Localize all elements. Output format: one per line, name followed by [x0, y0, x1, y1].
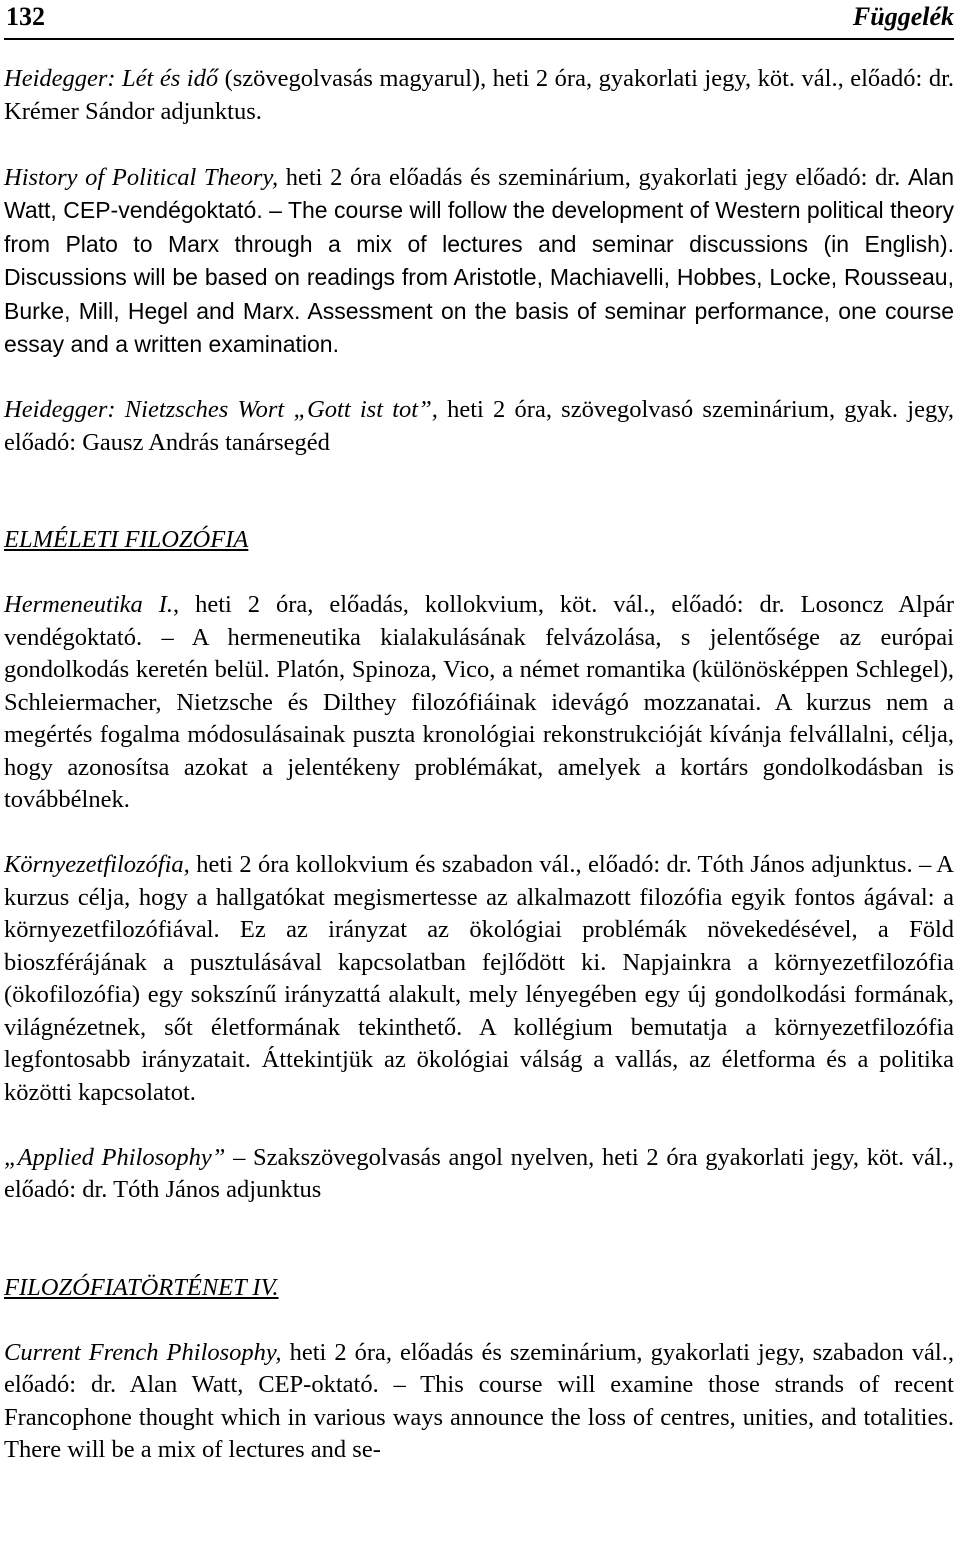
course-description: (szövegolvasás magyarul), heti 2 óra, gyakorlati jegy, köt. vál., előadó: dr. Krémer Sándor adjunktus. — [4, 65, 954, 125]
course-title: Környezetfilozófia, — [4, 851, 190, 878]
course-description: – Szakszövegolvasás angol nyelven, heti 2 óra gyakorlati jegy, köt. vál., előadó: dr. Tóth János adjunktus — [4, 1143, 954, 1203]
course-description: heti 2 óra, előadás és szeminárium, gyakorlati jegy, szabadon vál., előadó: dr. Alan Watt, CEP-oktató. – — [4, 1338, 954, 1398]
course-description: heti 2 óra előadás és szeminárium, gyakorlati jegy előadó: dr. — [278, 163, 908, 191]
page-header — [4, 0, 954, 40]
course-title: Heidegger: Lét és idő — [4, 65, 219, 92]
course-description: heti 2 óra kollokvium és szabadon vál., előadó: dr. Tóth János adjunktus. – A kurzus célja, hogy a hallgatókat megismertesse az alkalmazott filozófia egyik fontos ágával: a környezetfilozófiával. Ez az irányzat az ökológiai problémák növekedésével, a Föld bioszférájának a pusztulásával kapcsolatban fejlődött ki. Napjainkra a környezetfilozófia (ökofilozófia) egy sokszínű irányzattá alakult, mely lényegében egy új gondolkodási formának, világnézetnek, sőt életformának tekinthető. A kollégium bemutatja a környezetfilozófia legfontosabb irányzatait. Áttekintjük az ökológiai válság a vallás, az életforma és a politika közötti kapcsolatot. — [4, 851, 954, 1106]
section-heading-filozofiatortenet-iv: FILOZÓFIATÖRTÉNET IV. — [4, 1273, 279, 1301]
course-title: Heidegger: Nietzsches Wort „Gott ist tot”, — [4, 396, 438, 423]
course-entry-history-of-political-theory — [4, 161, 954, 362]
course-description: , heti 2 óra, előadás, kollokvium, köt. vál., előadó: dr. Losoncz Alpár vendégoktató. – A hermeneutika kialakulásának felvázolása, s jelentősége az európai gondolkodás keretén belül. Platón, Spinoza, Vico, a német romantika (különösképpen Schlegel), Schleiermacher, Nietzsche és Dilthey filozófiáinak idevágó mozzanatai. A kurzus nem a megértés fogalma módosulásainak puszta kronológiai rekonstrukcióját kívánja felvállalni, célja, hogy azonosítsa azokat a jelentékeny problémákat, amelyek a kortárs gondolkodásban is továbbélnek. — [4, 591, 954, 813]
section-heading-elmeleti-filozofia: ELMÉLETI FILOZÓFIA — [4, 526, 249, 553]
course-title: „Applied Philosophy” — [4, 1143, 226, 1171]
course-entry-applied-philosophy — [4, 1142, 954, 1207]
course-entry-hermeneutika — [4, 589, 954, 817]
course-title: Current French Philosophy, — [4, 1338, 282, 1366]
page-number: 132 — [6, 2, 45, 31]
course-description-english: Alan Watt, CEP-vendégoktató. – The course will follow the development of Western political theory from Plato to Marx through a mix of lectures and seminar discussions (in English). Discussions will be based on readings from Aristotle, Machiavelli, Hobbes, Locke, Rousseau, Burke, Mill, Hegel and Marx. Assessment on the basis of seminar performance, one course essay and a written examination. — [4, 163, 954, 357]
course-entry-heidegger-nietzsches-wort — [4, 394, 954, 459]
document-body — [4, 63, 954, 1467]
document-page — [4, 0, 954, 1467]
course-title: Hermeneutika I. — [4, 591, 174, 618]
course-entry-kornyezetfilozofia — [4, 849, 954, 1109]
course-title: History of Political Theory, — [4, 163, 279, 191]
course-entry-current-french-philosophy — [4, 1337, 954, 1467]
course-description: heti 2 óra, szövegolvasó szeminárium, gyak. jegy, előadó: Gausz András tanársegéd — [4, 396, 954, 456]
course-entry-heidegger-let-es-ido — [4, 63, 954, 128]
course-description-english: This course will examine those strands of recent Francophone thought which in various ways announce the loss of centres, unities, and totalities. There will be a mix of lectures and se- — [4, 1371, 954, 1463]
section-title: Függelék — [852, 2, 954, 31]
